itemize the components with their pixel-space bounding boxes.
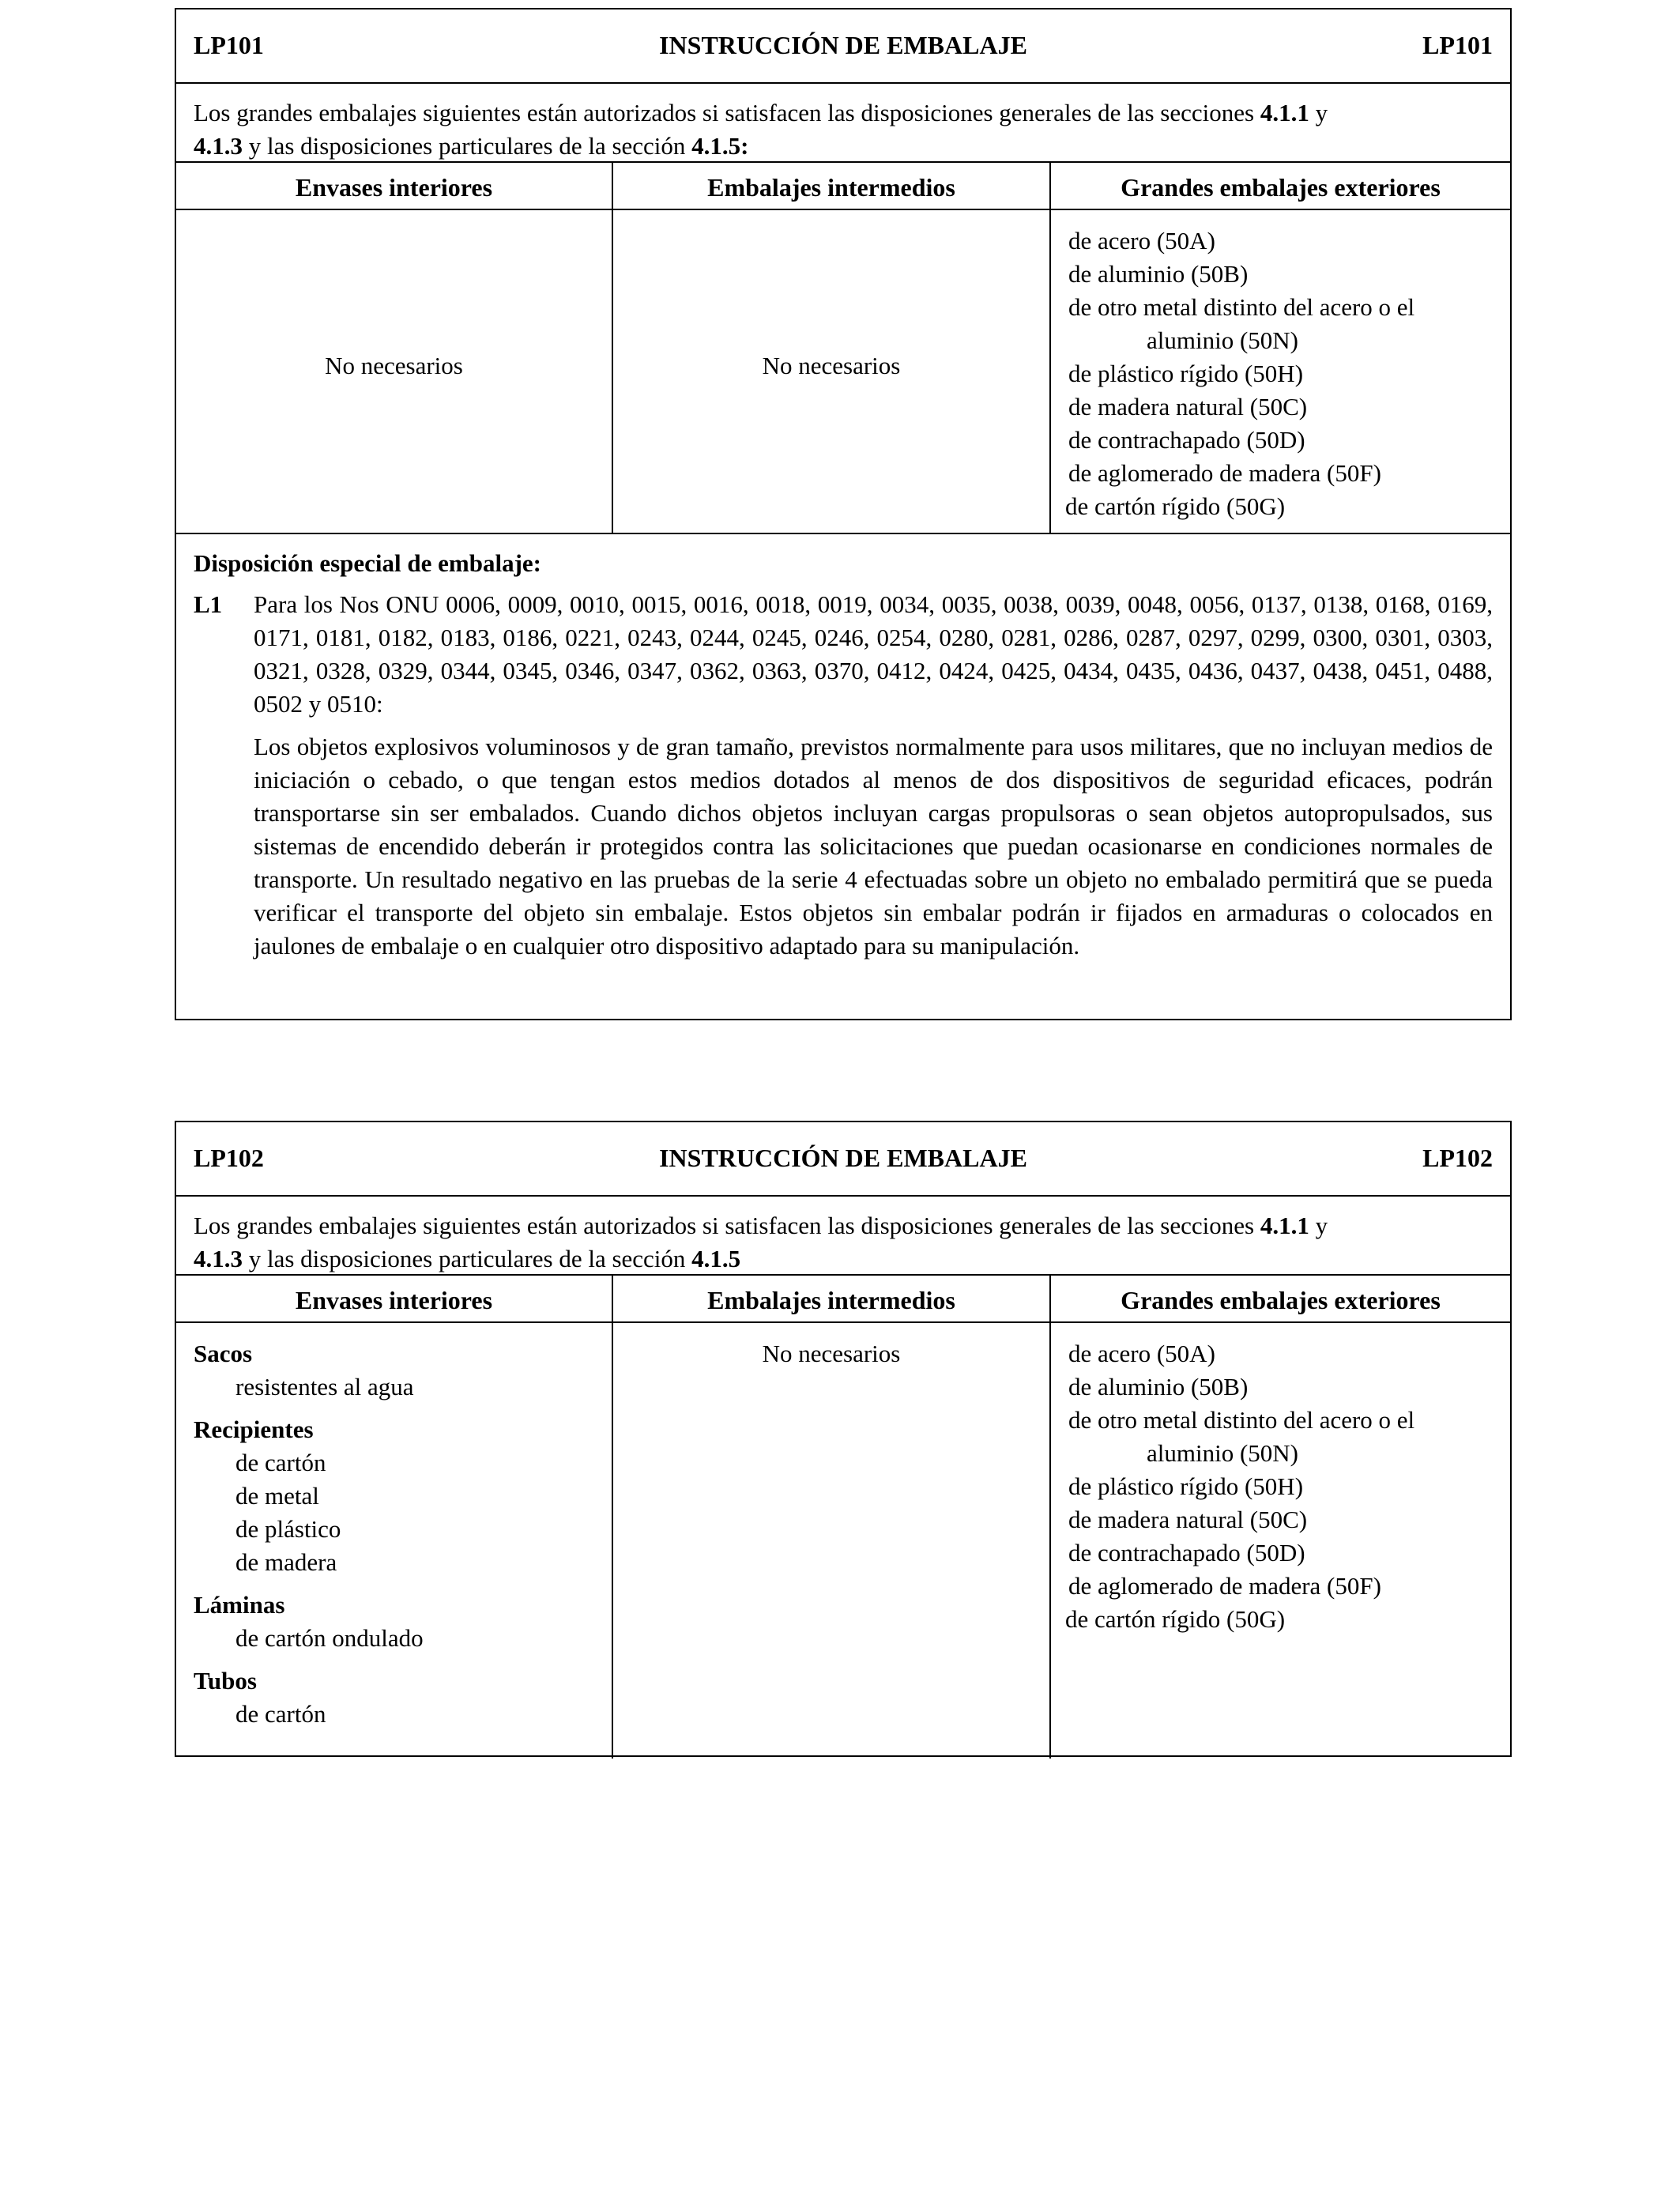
- inner-group-sacos: [194, 1337, 612, 1404]
- list-item: de madera natural (50C): [1068, 393, 1308, 420]
- list-item: de plástico rígido (50H): [1068, 1472, 1304, 1500]
- lp101-code-left: LP101: [194, 31, 264, 59]
- lp102-intermediate-value: No necesarios: [613, 1323, 1051, 1759]
- list-item: de plástico rígido (50H): [1068, 360, 1304, 387]
- lp101-header: [176, 9, 1510, 84]
- special-provision-code: L1: [194, 590, 223, 618]
- lp102-col-inner: Envases interiores: [176, 1276, 613, 1321]
- lp101-special-provision: [176, 534, 1510, 963]
- list-item: de acero (50A): [1068, 227, 1215, 254]
- lp102-code-left: LP102: [194, 1144, 264, 1172]
- lp101-col-inner: Envases interiores: [176, 163, 613, 209]
- list-item: de aglomerado de madera (50F): [1068, 459, 1381, 487]
- special-provision-un-numbers: Para los Nos ONU 0006, 0009, 0010, 0015, 0016, 0018, 0019, 0034, 0035, 0038, 0039, 0048, 0056, 0137, 0138, 0168, 0169, 0171, 0181, 0182, 0183, 0186, 0221, 0243, 0244, 0245, 0246, 0254, 0280, 0281, 0286, 0287, 0297, 0299, 0300, 0301, 0303, 0321, 0328, 0329, 0344, 0345, 0346, 0347, 0362, 0363, 0370, 0412, 0424, 0425, 0434, 0435, 0436, 0437, 0438, 0451, 0488, 0502 y 0510:: [254, 590, 1493, 718]
- lp102-intro-join: y: [1309, 1212, 1328, 1239]
- lp101-col-intermediate: Embalajes intermedios: [613, 163, 1051, 209]
- packing-instruction-lp101: [175, 8, 1512, 1020]
- lp101-intro-ref-413: 4.1.3: [194, 132, 243, 160]
- lp102-packaging-row: [176, 1323, 1510, 1759]
- list-item: de madera: [235, 1548, 337, 1576]
- lp102-header: [176, 1122, 1510, 1197]
- lp101-packaging-row: [176, 210, 1510, 534]
- lp102-col-intermediate: Embalajes intermedios: [613, 1276, 1051, 1321]
- lp102-intro: [176, 1197, 1510, 1276]
- group-title: Tubos: [194, 1667, 257, 1695]
- list-item: de cartón rígido (50G): [1065, 1605, 1286, 1633]
- list-item: resistentes al agua: [235, 1373, 414, 1400]
- lp101-intro: [176, 84, 1510, 163]
- list-item: de plástico: [235, 1515, 341, 1543]
- lp101-inner-value: No necesarios: [176, 210, 613, 533]
- packing-instruction-lp102: [175, 1121, 1512, 1757]
- list-item: aluminio (50N): [1147, 326, 1298, 354]
- lp102-inner-list: [176, 1323, 613, 1759]
- lp101-intro-ref-415: 4.1.5:: [691, 132, 749, 160]
- special-provision-title: Disposición especial de embalaje:: [194, 549, 541, 577]
- list-item: de cartón rígido (50G): [1065, 492, 1286, 520]
- lp102-outer-list: [1051, 1323, 1510, 1759]
- list-item: de cartón: [235, 1449, 326, 1476]
- inner-group-laminas: [194, 1589, 612, 1655]
- lp101-intermediate-value: No necesarios: [613, 210, 1051, 533]
- group-title: Sacos: [194, 1340, 253, 1367]
- inner-group-recipientes: [194, 1413, 612, 1579]
- lp102-intro-text-2: y las disposiciones particulares de la sección: [243, 1245, 692, 1272]
- lp101-intro-text-2: y las disposiciones particulares de la sección: [243, 132, 692, 160]
- lp101-intro-ref-411: 4.1.1: [1260, 99, 1309, 126]
- lp102-intro-text: Los grandes embalajes siguientes están autorizados si satisfacen las disposiciones generales de las secciones: [194, 1212, 1260, 1239]
- list-item: de otro metal distinto del acero o el: [1068, 1406, 1415, 1434]
- lp101-column-headers: [176, 163, 1510, 210]
- list-item: aluminio (50N): [1147, 1439, 1298, 1467]
- inner-group-tubos: [194, 1664, 612, 1731]
- list-item: de cartón: [235, 1700, 326, 1728]
- group-title: Recipientes: [194, 1416, 314, 1443]
- special-provision-text: Los objetos explosivos voluminosos y de gran tamaño, previstos normalmente para usos militares, que no incluyan medios de iniciación o cebado, o que tengan estos medios dotados al menos de dos dispositivos de seguridad eficaces, podrán transportarse sin ser embalados. Cuando dichos objetos incluyan cargas propulsoras o sean objetos autopropulsados, sus sistemas de encendido deberán ir protegidos contra las solicitaciones que puedan ocasionarse en condiciones normales de transporte. Un resultado negativo en las pruebas de la serie 4 efectuadas sobre un objeto no embalado permitirá que se pueda verificar el transporte del objeto sin embalaje. Estos objetos sin embalar podrán ir fijados en armaduras o colocados en jaulones de embalaje o en cualquier otro dispositivo adaptado para su manipulación.: [254, 733, 1493, 959]
- lp102-intro-ref-413: 4.1.3: [194, 1245, 243, 1272]
- lp101-intro-text: Los grandes embalajes siguientes están autorizados si satisfacen las disposiciones generales de las secciones: [194, 99, 1260, 126]
- lp102-col-outer: Grandes embalajes exteriores: [1121, 1286, 1441, 1314]
- lp102-code-right: LP102: [1422, 1144, 1493, 1172]
- lp101-intro-join: y: [1309, 99, 1328, 126]
- lp102-title: INSTRUCCIÓN DE EMBALAJE: [659, 1144, 1027, 1172]
- list-item: de contrachapado (50D): [1068, 426, 1305, 454]
- lp101-code-right: LP101: [1422, 31, 1493, 59]
- list-item: de acero (50A): [1068, 1340, 1215, 1367]
- list-item: de aluminio (50B): [1068, 260, 1249, 288]
- lp101-title: INSTRUCCIÓN DE EMBALAJE: [659, 31, 1027, 59]
- list-item: de contrachapado (50D): [1068, 1539, 1305, 1566]
- group-title: Láminas: [194, 1591, 285, 1619]
- list-item: de madera natural (50C): [1068, 1506, 1308, 1533]
- list-item: de aluminio (50B): [1068, 1373, 1249, 1400]
- list-item: de aglomerado de madera (50F): [1068, 1572, 1381, 1600]
- list-item: de otro metal distinto del acero o el: [1068, 293, 1415, 321]
- list-item: de cartón ondulado: [235, 1624, 424, 1652]
- special-provision-l1: [194, 588, 1493, 963]
- list-item: de metal: [235, 1482, 319, 1510]
- lp101-outer-list: [1051, 210, 1510, 533]
- lp102-column-headers: [176, 1276, 1510, 1323]
- lp101-col-outer: Grandes embalajes exteriores: [1121, 173, 1441, 202]
- lp102-intro-ref-411: 4.1.1: [1260, 1212, 1309, 1239]
- lp102-intro-ref-415: 4.1.5: [691, 1245, 741, 1272]
